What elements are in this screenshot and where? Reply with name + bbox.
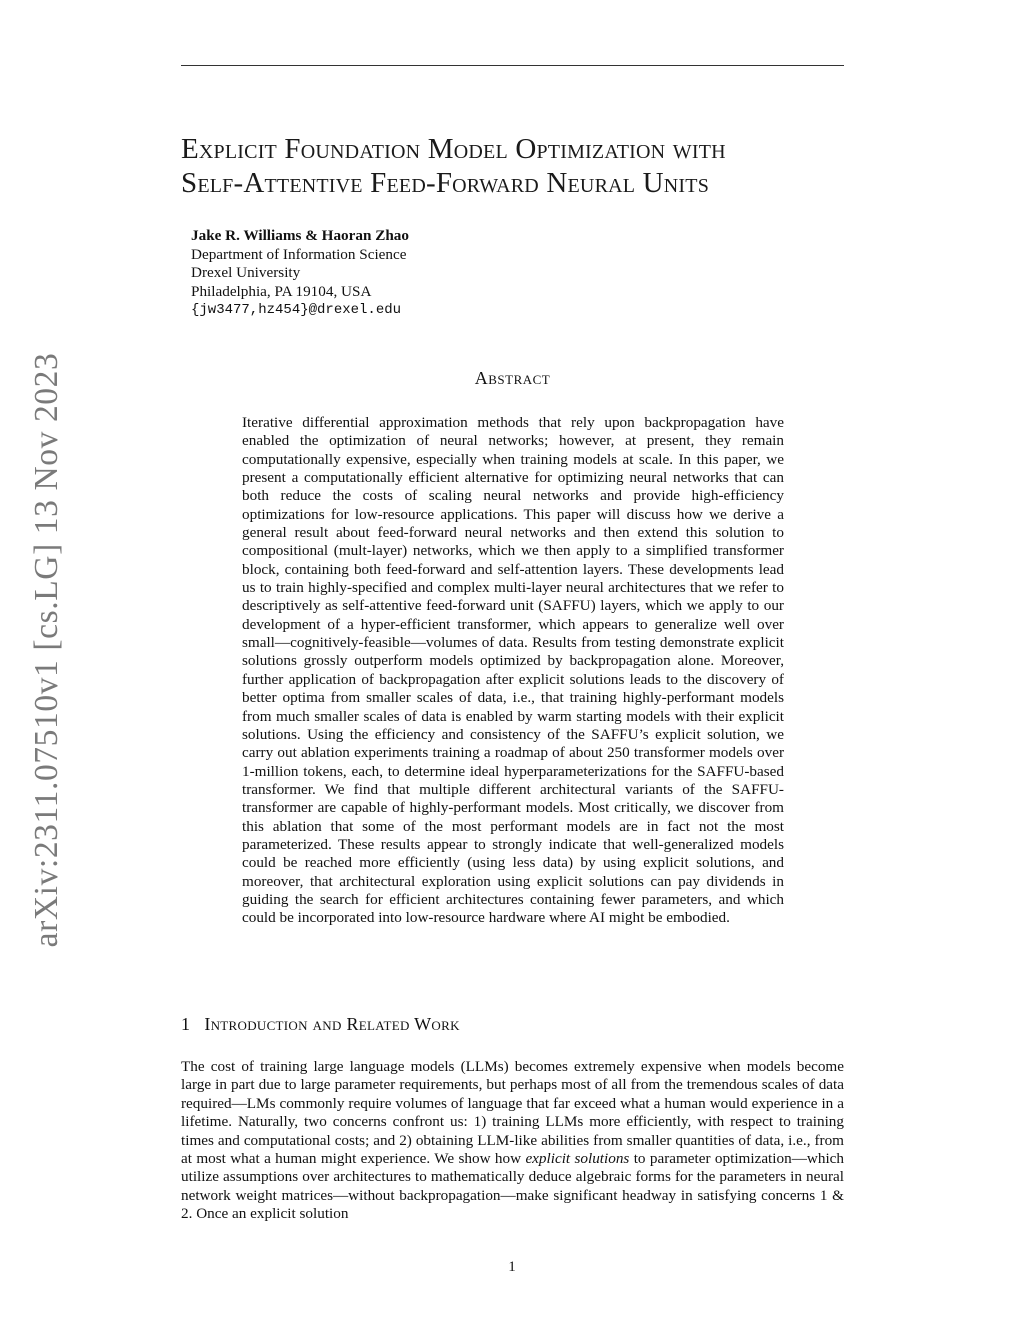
section-title: Introduction and Related Work [204,1014,460,1034]
intro-emphasis: explicit solutions [525,1150,630,1168]
author-names: Jake R. Williams & Haoran Zhao [191,227,409,244]
author-university: Drexel University [191,264,301,282]
arxiv-stamp-text: arXiv:2311.07510v1 [cs.LG] 13 Nov 2023 [28,352,65,948]
intro-text-part-2: to parameter optimization—which utilize assumptions over architectures to mathematically deduce algebraic forms for the parameters in neural network weight matrices—without backpropagation—make significant headway in satisfying concerns 1 & 2. Once an explicit solution [181,1150,844,1223]
top-rule [181,65,844,66]
section-number: 1 [181,1014,191,1034]
title-line-2: Self-Attentive Feed-Forward Neural Units [181,167,710,199]
title-line-1: Explicit Foundation Model Optimization with [181,133,726,165]
author-department: Department of Information Science [191,245,407,263]
intro-text-part-1: The cost of training large language models (LLMs) becomes extremely expensive when models become large in part due to large parameter requirements, but perhaps most of all from the tremendous scales of data required—LMs commonly require volumes of language that far exceed what a human would experience in a lifetime. Naturally, two concerns confront us: 1) training LLMs more efficiently, with respect to training times and computational costs; and 2) obtaining LLM-like abilities from smaller quantities of data, i.e., from at most what a human might experience. We show how [181,1058,844,1168]
paper-title [181,132,861,200]
author-block [191,227,409,320]
page-number: 1 [508,1259,516,1275]
author-address: Philadelphia, PA 19104, USA [191,282,372,300]
section-heading [181,1014,460,1035]
author-email: {jw3477,hz454}@drexel.edu [191,302,402,319]
abstract-text: Iterative differential approximation methods that rely upon backpropagation have enabled the optimization of neural networks; however, at present, they remain computationally expensive, especially when training models at scale. In this paper, we present a computationally efficient alternative for optimizing neural networks that can both reduce the costs of scaling neural networks and provide high-efficiency optimizations for low-resource applications. This paper will discuss how we derive a general result about feed-forward neural networks and then extend this solution to compositional (mult-layer) networks, which we then apply to a simplified transformer block, containing both feed-forward and self-attention layers. These developments lead us to train highly-specified and complex multi-layer neural architectures that we refer to descriptively as self-attentive feed-forward unit (SAFFU) layers, which we apply to our development of a hyper-efficient transformer, which appears to generalize well over small—cognitively-feasible—volumes of data. Results from testing demonstrate explicit solutions grossly outperform models optimized by backpropagation alone. Moreover, further application of backpropagation after explicit solutions leads to the discovery of better optima from smaller scales of data, i.e., that training highly-performant models from much smaller scales of data is enabled by warm starting models with their explicit solutions. Using the efficiency and consistency of the SAFFU’s explicit solution, we carry out ablation experiments training a roadmap of about 250 transformer models over 1-million tokens, each, to determine ideal hyperparameterizations for the SAFFU-based transformer. We find that multiple different architectural variants of the SAFFU-transformer are capable of highly-performant models. Most critically, we discover from this ablation that some of the most performant models are in fact not the most parameterized. These results appear to strongly indicate that well-generalized models could be reached more efficiently (using less data) by using explicit solutions, and moreover, that architectural exploration using explicit solutions can pay dividends in guiding the search for efficient architectures containing fewer parameters, and which could be incorporated into low-resource hardware where AI might be embodied. [242,414,784,927]
introduction-text [181,1058,844,1224]
abstract-heading: Abstract [474,368,551,388]
